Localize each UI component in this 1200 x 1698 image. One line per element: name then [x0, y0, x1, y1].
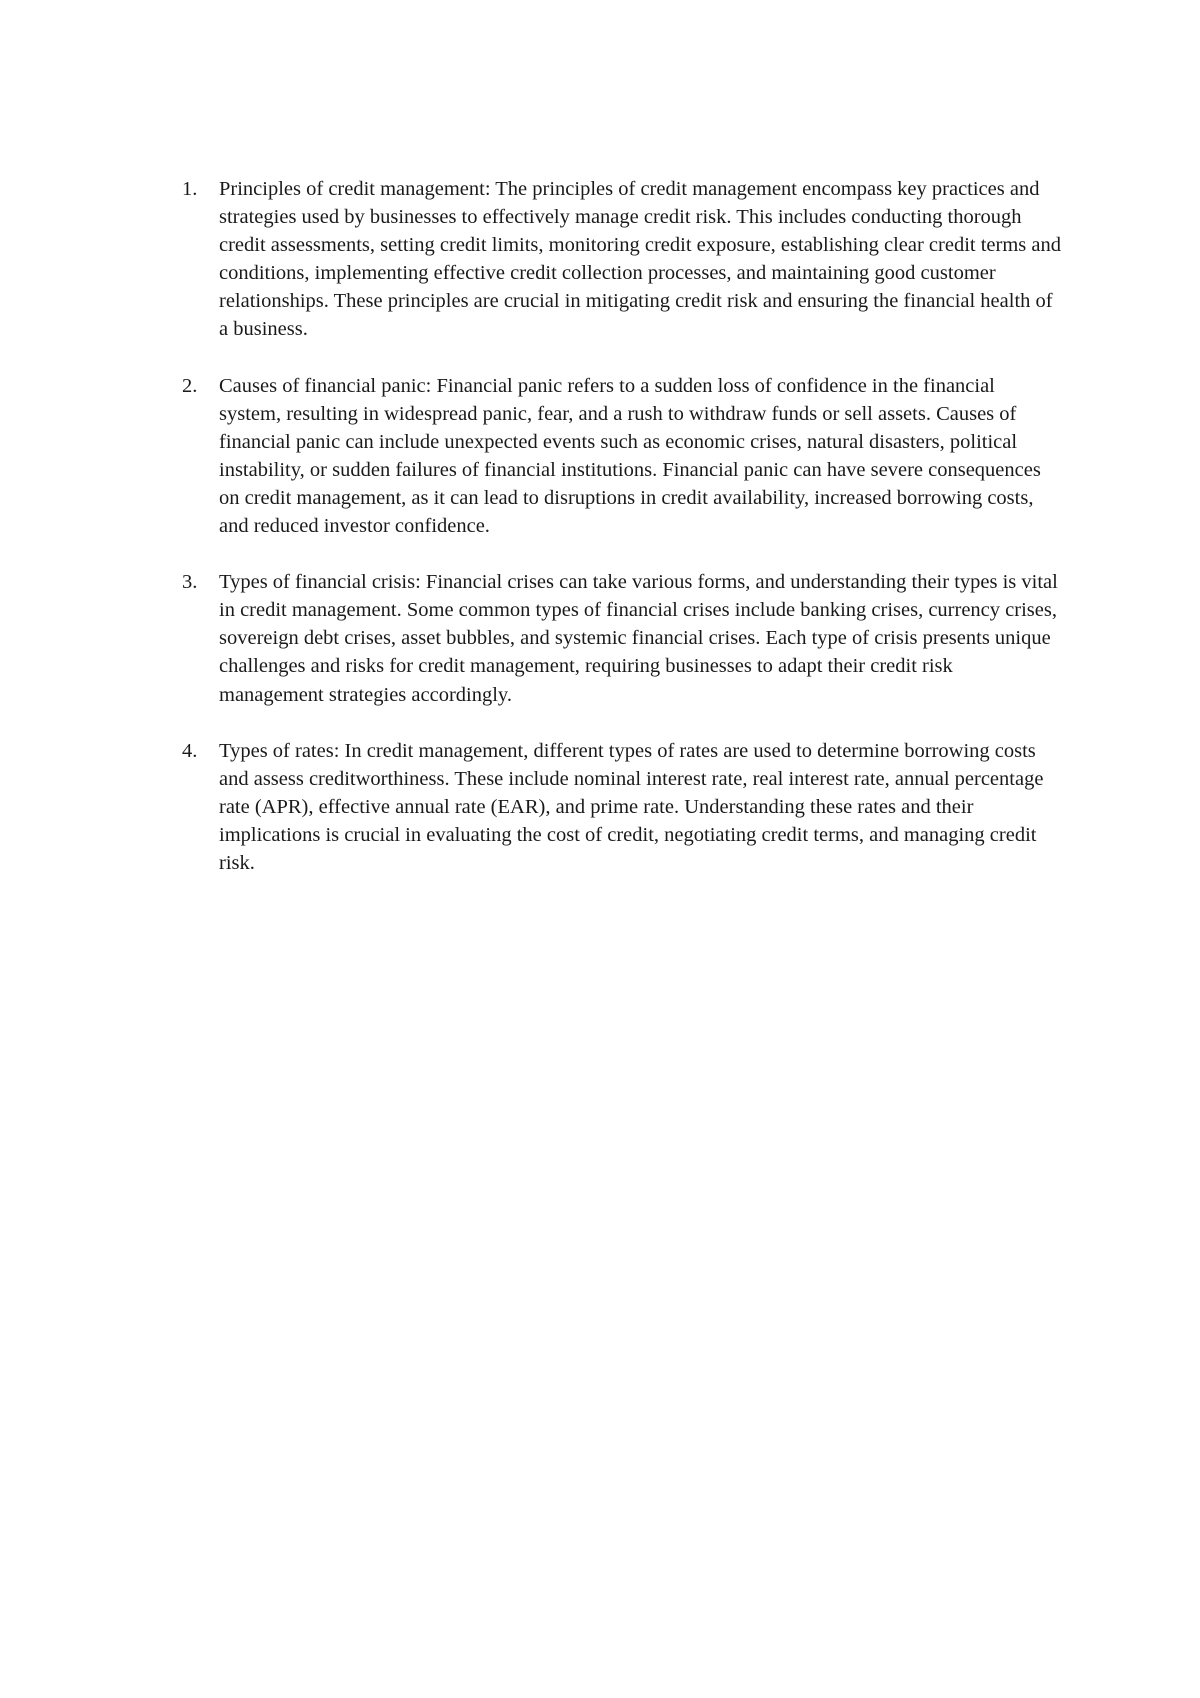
list-item-types-of-rates [182, 737, 1062, 877]
list-item-text: Types of financial crisis: Financial crises can take various forms, and understanding their types is vital in credit management. Some common types of financial crises include banking crises, currency crises, sovereign debt crises, asset bubbles, and systemic financial crises. Each type of crisis presents unique challenges and risks for credit management, requiring businesses to adapt their credit risk management strategies accordingly. [219, 571, 1058, 706]
list-item-text: Types of rates: In credit management, different types of rates are used to determine borrowing costs and assess creditworthiness. These include nominal interest rate, real interest rate, annual percentage rate (APR), effective annual rate (EAR), and prime rate. Understanding these rates and their implications is crucial in evaluating the cost of credit, negotiating credit terms, and managing credit risk. [219, 739, 1044, 874]
list-item-number: 3. [182, 571, 198, 594]
list-item-causes-of-financial-panic [182, 372, 1062, 541]
list-item-principles-of-credit-management [182, 175, 1062, 344]
list-item-text: Causes of financial panic: Financial panic refers to a sudden loss of confidence in the financial system, resulting in widespread panic, fear, and a rush to withdraw funds or sell assets. Causes of financial panic can include unexpected events such as economic crises, natural disasters, political instability, or sudden failures of financial institutions. Financial panic can have severe consequences on credit management, as it can lead to disruptions in credit availability, increased borrowing costs, and reduced investor confidence. [219, 374, 1041, 538]
list-item-number: 1. [182, 178, 198, 200]
list-item-types-of-financial-crisis [182, 568, 1062, 708]
numbered-list [182, 175, 1062, 905]
list-item-number: 4. [182, 739, 198, 762]
list-item-number: 2. [182, 374, 198, 397]
list-item-text: Principles of credit management: The principles of credit management encompass key practices and strategies used by businesses to effectively manage credit risk. This includes conducting thorough credit assessments, setting credit limits, monitoring credit exposure, establishing clear credit terms and conditions, implementing effective credit collection processes, and maintaining good customer relationships. These principles are crucial in mitigating credit risk and ensuring the financial health of a business. [219, 178, 1061, 341]
